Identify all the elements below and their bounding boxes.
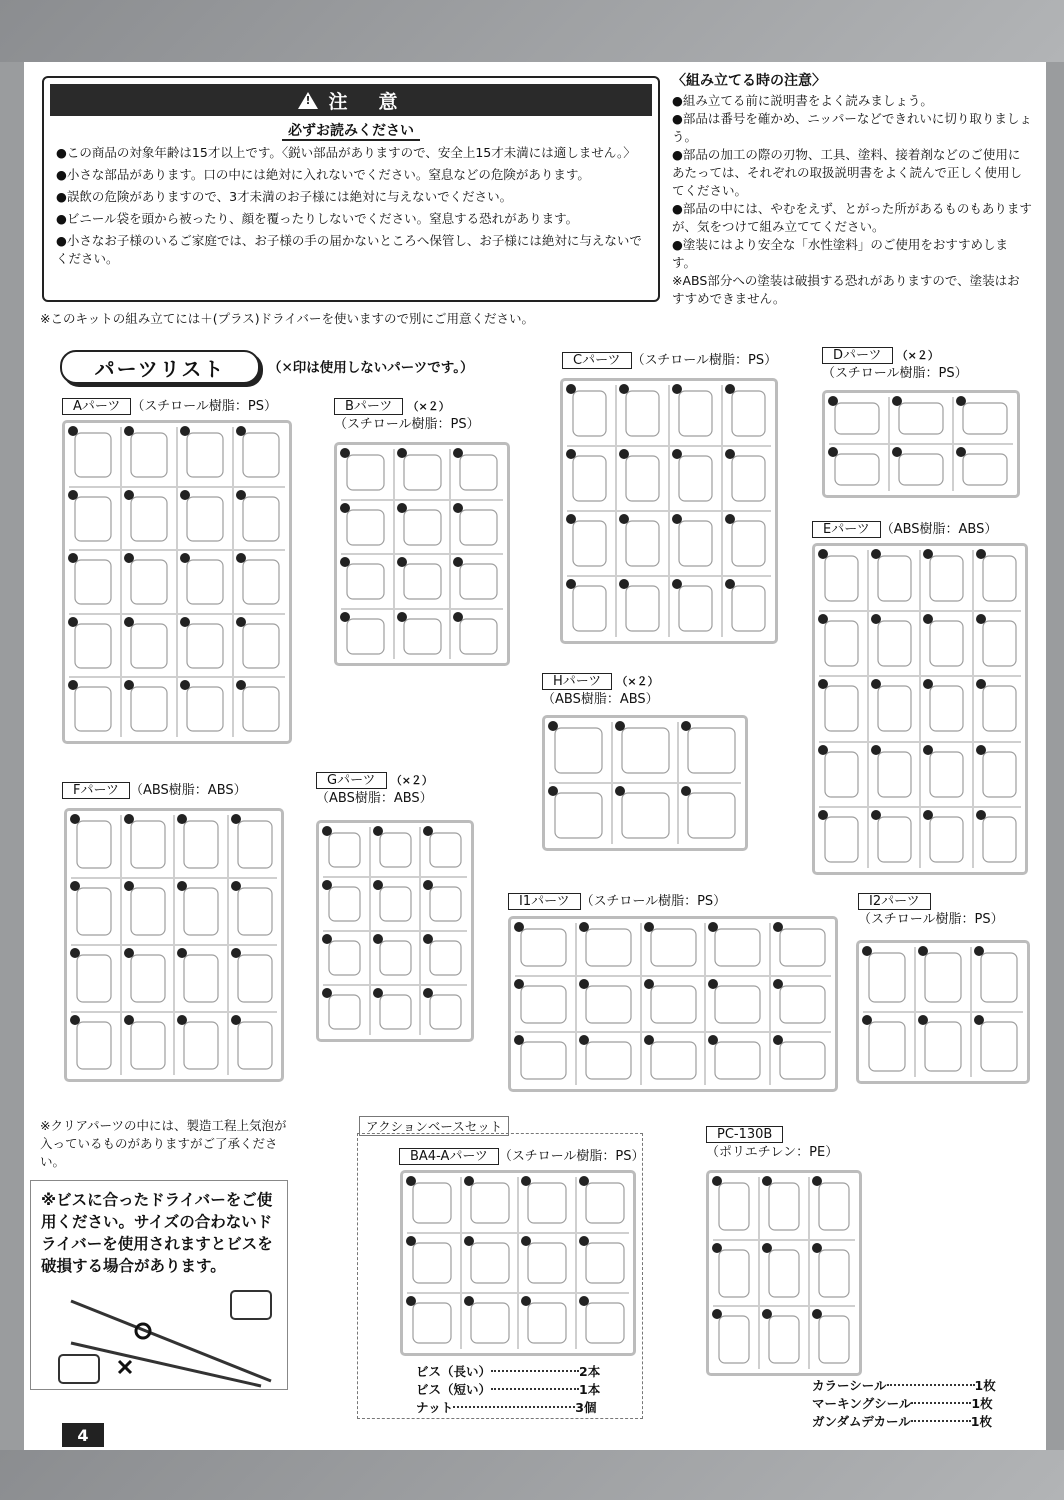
runner-label-pc130b bbox=[706, 1126, 838, 1162]
runner-i1-illustration bbox=[508, 916, 838, 1092]
assembly-item: ●部品の加工の際の刃物、工具、塗料、接着剤などのご使用にあたっては、それぞれの取扱説明書をよく読んで正しく使用してください。 bbox=[672, 147, 1023, 198]
runner-sprue-art bbox=[545, 718, 745, 848]
runner-sprue-art bbox=[511, 919, 835, 1089]
caution-item: ●誤飲の危険がありますので、3才未満のお子様には絶対に与えないでください。 bbox=[56, 189, 513, 204]
runner-count: （×２） bbox=[407, 400, 450, 413]
qty-value: 1本 bbox=[579, 1382, 601, 1397]
runner-name: Fパーツ bbox=[62, 782, 130, 799]
runner-h-illustration bbox=[542, 715, 748, 851]
runner-material: （ABS樹脂：ABS） bbox=[880, 522, 998, 537]
clear-parts-note: ※クリアパーツの中には、製造工程上気泡が入っているものがありますがご了承ください。 bbox=[40, 1118, 287, 1169]
qty-label: マーキングシール bbox=[812, 1396, 912, 1411]
runner-label-d bbox=[822, 347, 968, 383]
runner-sprue-art bbox=[67, 811, 281, 1079]
runner-material: （ポリエチレン：PE） bbox=[706, 1145, 839, 1160]
action-base-title: アクションベースセット bbox=[359, 1116, 509, 1136]
qty-label: ビス（長い） bbox=[416, 1364, 492, 1379]
runner-label-e bbox=[812, 521, 997, 539]
runner-count: （×２） bbox=[616, 675, 659, 688]
runner-label-f bbox=[62, 782, 247, 800]
runner-label-i1 bbox=[508, 893, 726, 911]
runner-sprue-art bbox=[563, 381, 775, 641]
runner-sprue-art bbox=[337, 445, 507, 663]
runner-i2-illustration bbox=[856, 940, 1030, 1084]
runner-name: Gパーツ bbox=[316, 772, 387, 789]
runner-sprue-art bbox=[815, 546, 1025, 872]
parts-list-note: （✕印は使用しないパーツです。） bbox=[268, 360, 474, 376]
runner-count: （×２） bbox=[896, 349, 939, 362]
screw-long-qty bbox=[416, 1362, 600, 1380]
qty-dots bbox=[887, 1384, 975, 1386]
driver-warning-text: ※ビスに合ったドライバーをご使用ください。サイズの合わないドライバーを使用されますとビスを破損する場合があります。 bbox=[41, 1191, 273, 1275]
caution-item: ●この商品の対象年齢は15才以上です。〈鋭い部品がありますので、安全上15才未満には適しません。〉 bbox=[56, 145, 636, 160]
runner-label-g bbox=[316, 772, 433, 808]
runner-label-b bbox=[334, 398, 480, 434]
runner-name: PC-130B bbox=[706, 1126, 783, 1143]
runner-label-a bbox=[62, 398, 277, 416]
screw-short-qty bbox=[416, 1380, 600, 1398]
screwdriver-illustration bbox=[31, 1181, 287, 1389]
runner-e-illustration bbox=[812, 543, 1028, 875]
qty-label: ガンダムデカール bbox=[812, 1414, 911, 1429]
assembly-item: ※ABS部分への塗装は破損する恐れがありますので、塗装はおすすめできません。 bbox=[672, 273, 1020, 306]
qty-value: 1枚 bbox=[971, 1396, 993, 1411]
runner-name: Cパーツ bbox=[562, 352, 632, 369]
caution-list bbox=[56, 144, 648, 272]
must-read bbox=[44, 120, 658, 140]
caution-header bbox=[50, 84, 652, 116]
runner-material: （スチロール樹脂：PS） bbox=[580, 894, 727, 909]
assembly-item: ●部品は番号を確かめ、ニッパーなどできれいに切り取りましょう。 bbox=[672, 111, 1032, 144]
runner-sprue-art bbox=[825, 393, 1017, 495]
runner-name: Eパーツ bbox=[812, 521, 881, 538]
caution-item: ●ビニール袋を頭から被ったり、顔を覆ったりしないでください。窒息する恐れがあります。 bbox=[56, 211, 579, 226]
qty-value: 2本 bbox=[579, 1364, 601, 1379]
decal-qty bbox=[812, 1412, 992, 1430]
color-seal-qty bbox=[812, 1376, 996, 1394]
runner-pc130b-illustration bbox=[706, 1170, 862, 1376]
runner-label-c bbox=[562, 352, 777, 370]
runner-sprue-art bbox=[319, 823, 471, 1039]
caution-item: ●小さな部品があります。口の中には絶対に入れないでください。窒息などの危険があります。 bbox=[56, 167, 590, 182]
qty-value: 1枚 bbox=[974, 1378, 996, 1393]
runner-material: （ABS樹脂：ABS） bbox=[316, 791, 433, 806]
assembly-notes bbox=[672, 72, 1032, 308]
runner-c-illustration bbox=[560, 378, 778, 644]
qty-label: カラーシール bbox=[812, 1378, 887, 1393]
qty-value: 3個 bbox=[575, 1400, 597, 1415]
qty-dots bbox=[491, 1388, 579, 1390]
runner-name: Hパーツ bbox=[542, 673, 612, 690]
nut-qty bbox=[416, 1398, 596, 1416]
runner-f-illustration bbox=[64, 808, 284, 1082]
page-number: 4 bbox=[62, 1423, 104, 1447]
assembly-title: 〈組み立てる時の注意〉 bbox=[672, 73, 826, 89]
runner-name: I2パーツ bbox=[858, 893, 931, 910]
runner-d-illustration bbox=[822, 390, 1020, 498]
runner-sprue-art bbox=[65, 423, 289, 741]
background-bottom bbox=[0, 1450, 1064, 1500]
runner-g-illustration bbox=[316, 820, 474, 1042]
runner-material: （スチロール樹脂：PS） bbox=[858, 912, 1004, 927]
runner-material: （スチロール樹脂：PS） bbox=[631, 353, 778, 368]
caution-box bbox=[42, 76, 660, 302]
assembly-item: ●部品の中には、やむをえず、とがった所があるものもありますが、気をつけて組み立ててください。 bbox=[672, 201, 1032, 234]
must-read-text: 必ずお読みください bbox=[282, 123, 420, 141]
runner-material: （ABS樹脂：ABS） bbox=[129, 783, 247, 798]
qty-dots bbox=[491, 1370, 579, 1372]
qty-value: 1枚 bbox=[970, 1414, 992, 1429]
qty-dots bbox=[911, 1420, 971, 1422]
runner-name: Bパーツ bbox=[334, 398, 403, 415]
runner-name: I1パーツ bbox=[508, 893, 581, 910]
qty-label: ビス（短い） bbox=[416, 1382, 492, 1397]
warning-icon bbox=[298, 92, 318, 109]
driver-warning-box bbox=[30, 1180, 288, 1390]
caution-title: 注 意 bbox=[328, 90, 404, 113]
runner-name: Dパーツ bbox=[822, 347, 893, 364]
runner-name: BA4-Aパーツ bbox=[399, 1148, 499, 1165]
runner-material: （スチロール樹脂：PS） bbox=[334, 417, 480, 432]
runner-b-illustration bbox=[334, 442, 510, 666]
qty-dots bbox=[453, 1406, 575, 1408]
runner-label-i2 bbox=[858, 893, 1004, 929]
caution-item: ●小さなお子様のいるご家庭では、お子様の手の届かないところへ保管し、お子様には絶対に与えないでください。 bbox=[56, 233, 642, 266]
runner-sprue-art bbox=[709, 1173, 859, 1373]
parts-list-title: パーツリスト bbox=[60, 350, 260, 384]
runner-count: （×２） bbox=[390, 774, 433, 787]
runner-sprue-art bbox=[859, 943, 1027, 1081]
background-top bbox=[0, 0, 1064, 62]
assembly-item: ●組み立てる前に説明書をよく読みましょう。 bbox=[672, 93, 933, 108]
runner-material: （スチロール樹脂：PS） bbox=[822, 366, 968, 381]
runner-material: （スチロール樹脂：PS） bbox=[498, 1149, 645, 1164]
runner-label-h bbox=[542, 673, 659, 709]
qty-dots bbox=[911, 1402, 971, 1404]
runner-a-illustration bbox=[62, 420, 292, 744]
driver-note: ※このキットの組み立てには＋(プラス)ドライバーを使いますので別にご用意ください。 bbox=[40, 311, 534, 326]
qty-label: ナット bbox=[416, 1400, 454, 1415]
marking-seal-qty bbox=[812, 1394, 993, 1412]
runner-material: （スチロール樹脂：PS） bbox=[131, 399, 277, 414]
assembly-item: ●塗装にはより安全な「水性塗料」のご使用をおすすめします。 bbox=[672, 237, 1009, 270]
runner-name: Aパーツ bbox=[62, 398, 131, 415]
runner-material: （ABS樹脂：ABS） bbox=[542, 692, 659, 707]
